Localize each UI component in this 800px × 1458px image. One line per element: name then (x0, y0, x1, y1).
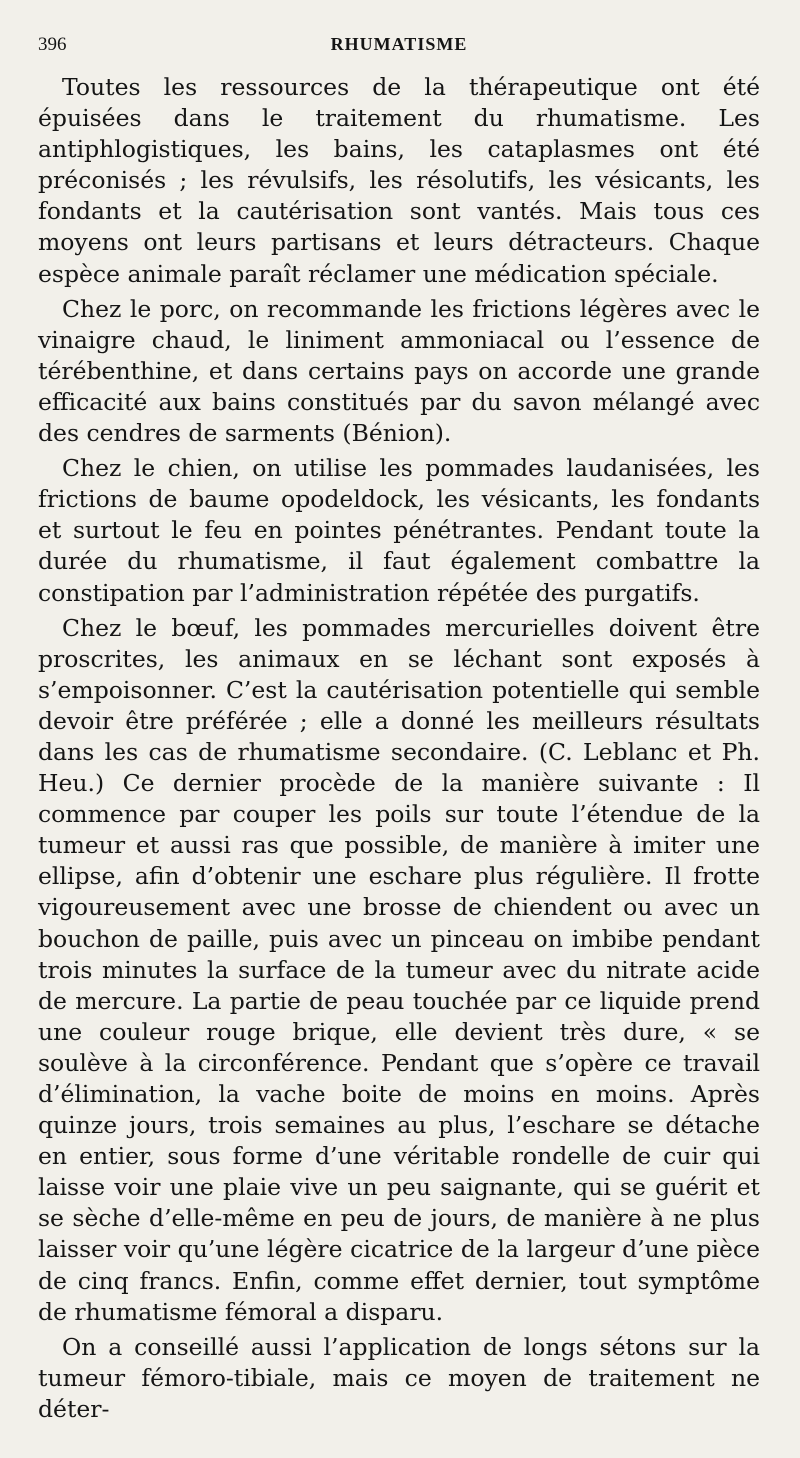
paragraph-pig-treatment: Chez le porc, on recommande les frictions légères avec le vinaigre chaud, le liniment ammoniacal ou l’essence de térébenthine, et dans certains pays on accorde une grande efficacité aux bains constitués par du savon mélangé avec des cendres de sarments (Bénion). (38, 294, 760, 448)
paragraph-cattle-treatment: Chez le bœuf, les pommades mercurielles doivent être proscrites, les animaux en se léchant sont exposés à s’empoisonner. C’est la cautérisation potentielle qui semble devoir être préférée ; elle a donné les meilleurs résultats dans les cas de rhumatisme secondaire. (C. Leblanc et Ph. Heu.) Ce dernier procède de la manière suivante : Il commence par couper les poils sur toute l’étendue de la tumeur et aussi ras que possible, de manière à imiter une ellipse, afin d’obtenir une eschare plus régulière. Il frotte vigoureusement avec une brosse de chiendent ou avec un bouchon de paille, puis avec un pinceau on imbibe pendant trois minutes la surface de la tumeur avec du nitrate acide de mercure. La partie de peau touchée par ce liquide prend une couleur rouge brique, elle devient très dure, « se soulève à la circonférence. Pendant que s’opère ce travail d’élimination, la vache boite de moins en moins. Après quinze jours, trois semaines au plus, l’eschare se détache en entier, sous forme d’une véritable rondelle de cuir qui laisse voir une plaie vive un peu saignante, qui se guérit et se sèche d’elle-même en peu de jours, de manière à ne plus laisser voir qu’une légère cicatrice de la largeur d’une pièce de cinq francs. Enfin, comme effet dernier, tout symptôme de rhumatisme fémoral a disparu. (38, 613, 760, 1326)
page-number: 396 (38, 34, 67, 55)
paragraph-therapeutics-overview: Toutes les ressources de la thérapeutique ont été épuisées dans le traitement du rhumatisme. Les antiphlogistiques, les bains, les cataplasmes ont été préconisés ; les révulsifs, les résolutifs, les vésicants, les fondants et la cautérisation sont vantés. Mais tous ces moyens ont leurs partisans et leurs détracteurs. Chaque espèce animale paraît réclamer une médication spéciale. (38, 73, 760, 288)
page-header (38, 30, 760, 66)
running-title: RHUMATISME (330, 34, 468, 54)
body-text (38, 72, 760, 1425)
paragraph-dog-treatment: Chez le chien, on utilise les pommades laudanisées, les frictions de baume opodeldock, les vésicants, les fondants et surtout le feu en pointes pénétrantes. Pendant toute la durée du rhumatisme, il faut également combattre la constipation par l’administration répétée des purgatifs. (38, 454, 760, 607)
paragraph-setons: On a conseillé aussi l’application de longs sétons sur la tumeur fémoro-tibiale, mais ce moyen de traitement ne déter- (38, 1332, 760, 1423)
